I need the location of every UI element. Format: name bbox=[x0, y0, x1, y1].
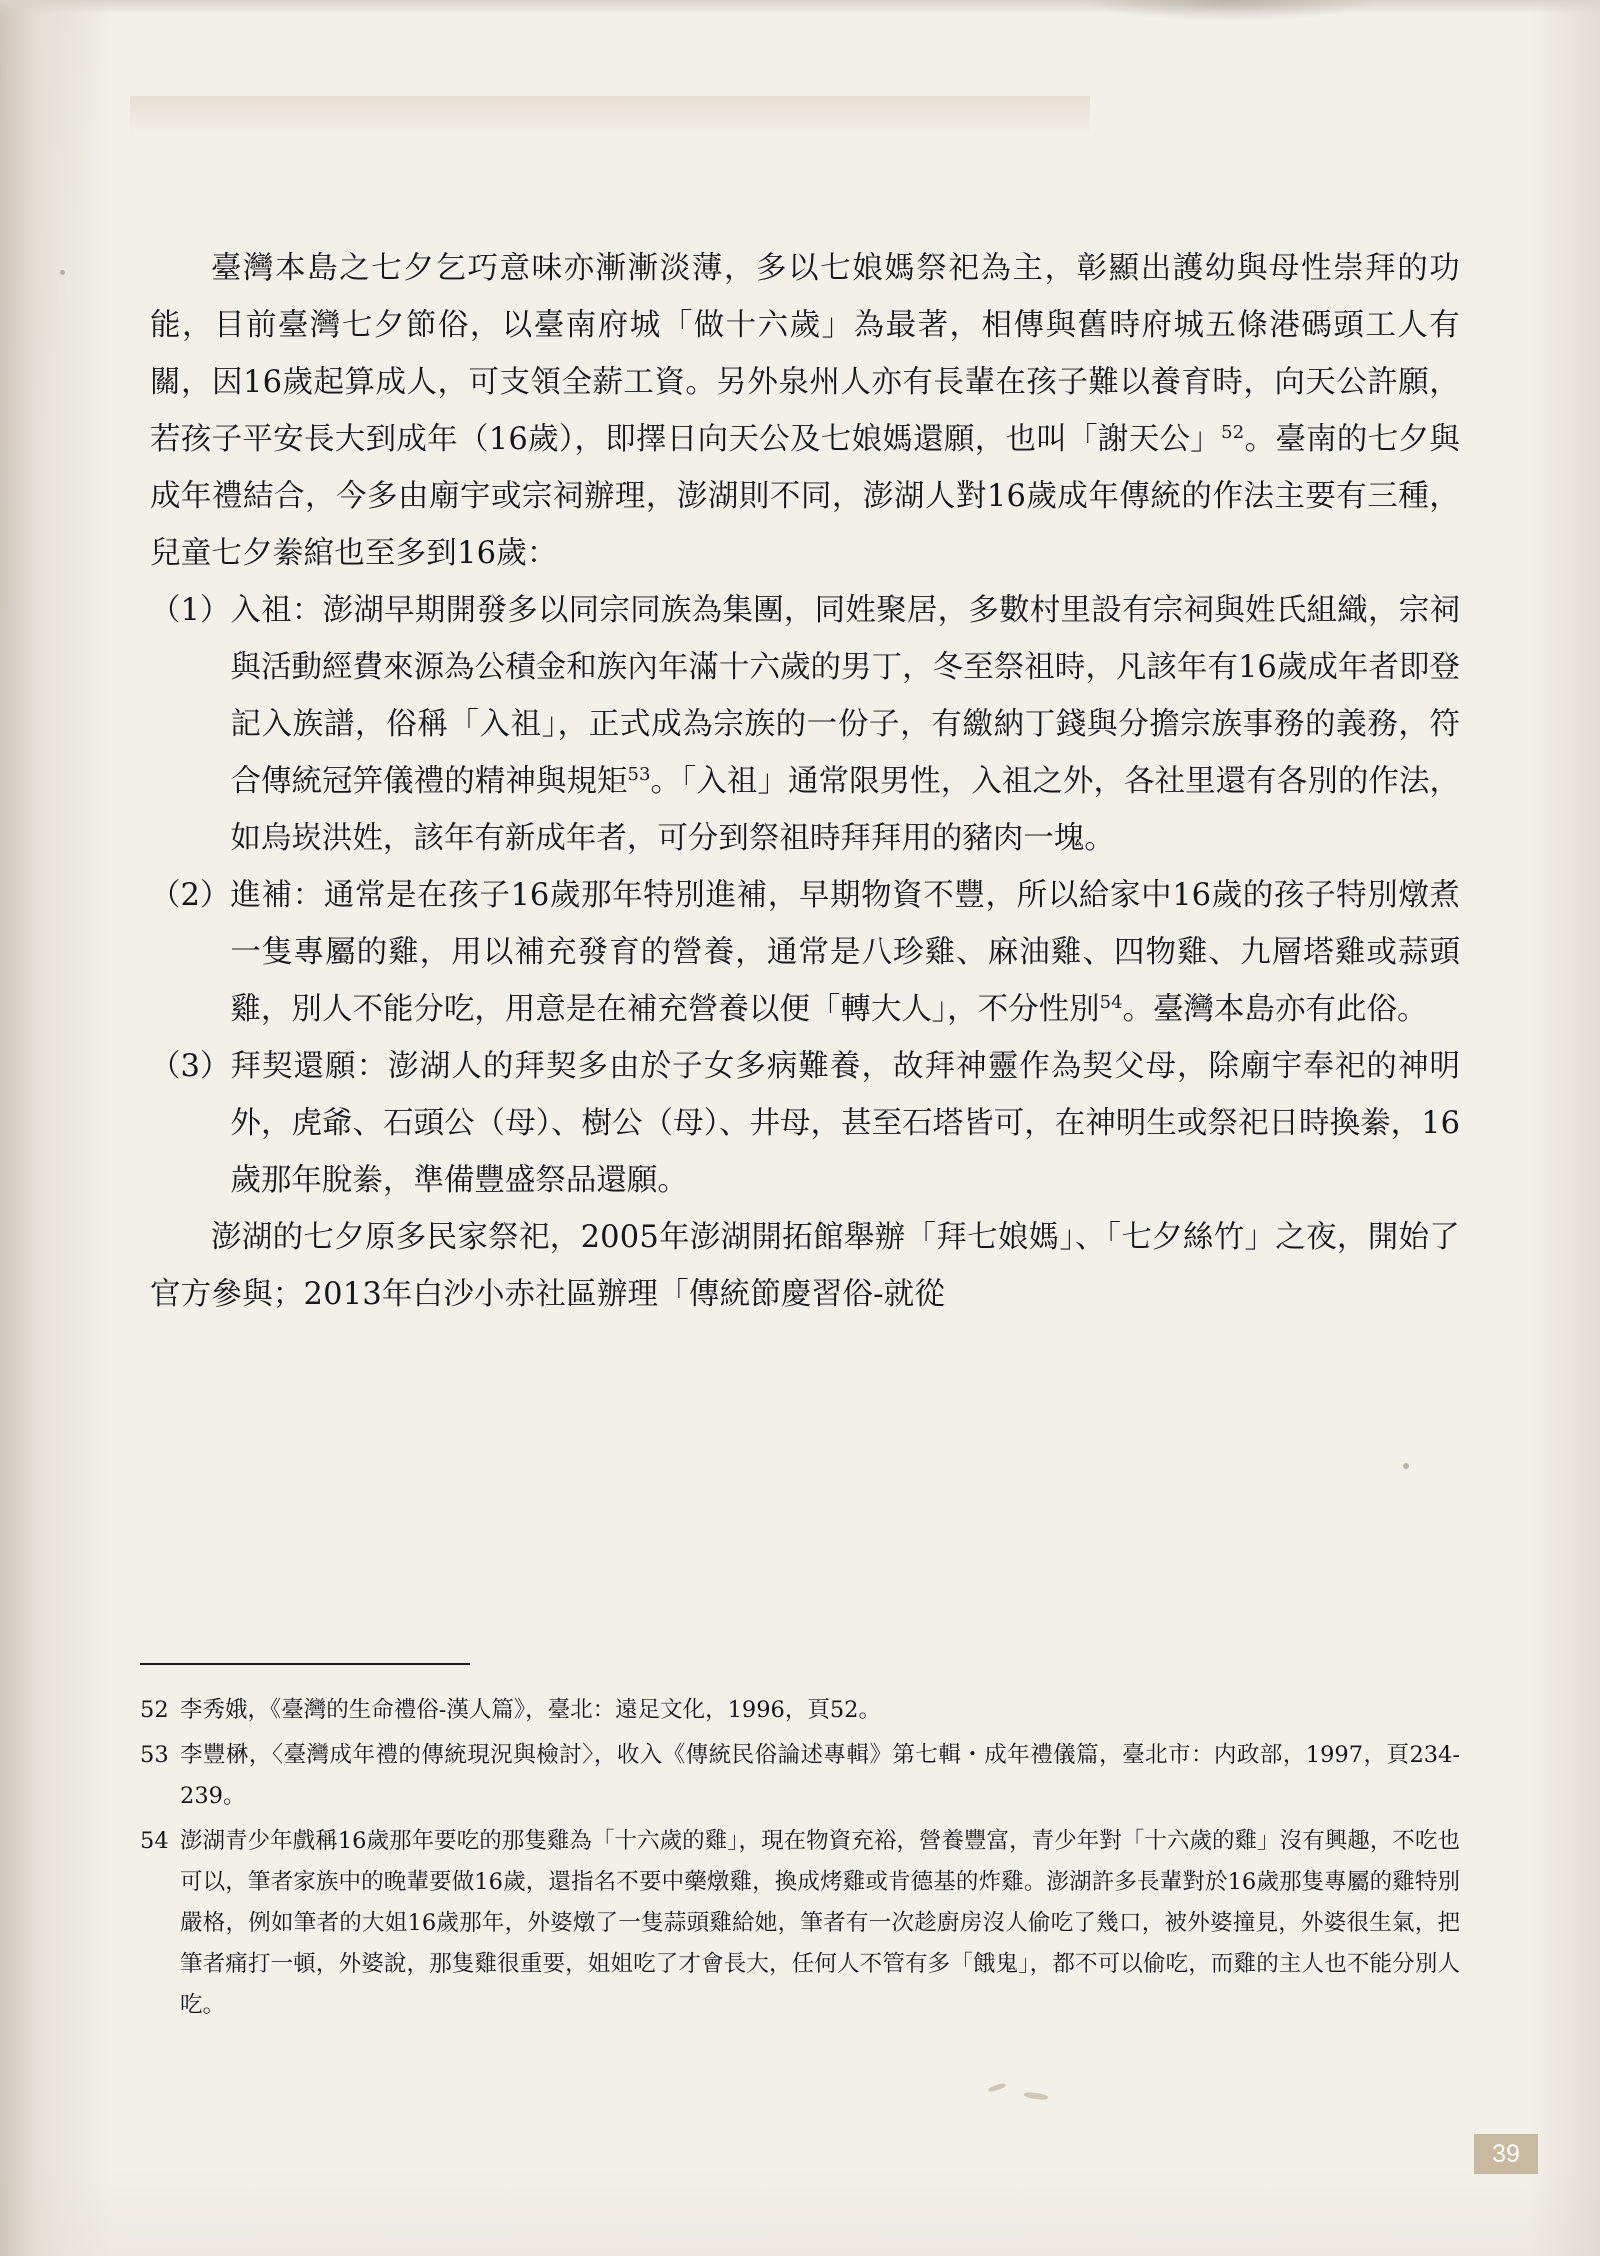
scan-speck bbox=[60, 270, 65, 275]
list-item-body bbox=[230, 867, 1460, 1038]
footnote-list bbox=[140, 1690, 1460, 2030]
list-item-marker: （1） bbox=[150, 593, 231, 628]
list-item-text-a: 進補：通常是在孩子16歲那年特別進補，早期物資不豐，所以給家中16歲的孩子特別燉煮一隻專屬的雞，用以補充發育的營養，通常是八珍雞、麻油雞、四物雞、九層塔雞或蒜頭雞，別人不能分吃，用意是在補充營養以便「轉大人」，不分性別 bbox=[230, 878, 1460, 1027]
list-item bbox=[150, 1038, 1460, 1209]
scan-speck bbox=[988, 2082, 1007, 2092]
footnote-number: 53 bbox=[140, 1742, 169, 1768]
scan-speck bbox=[1024, 2091, 1049, 2100]
paragraph-closing: 澎湖的七夕原多民家祭祀，2005年澎湖開拓館舉辦「拜七娘媽」、「七夕絲竹」之夜，開始了官方參與；2013年白沙小赤社區辦理「傳統節慶習俗-就從 bbox=[150, 1220, 1460, 1312]
footnote-divider bbox=[140, 1663, 470, 1665]
list-item bbox=[150, 582, 1460, 867]
list-item-marker: （3） bbox=[150, 1049, 231, 1084]
footnote-entry bbox=[140, 1821, 1460, 2026]
footnote-ref-54[interactable]: 54 bbox=[1099, 991, 1123, 1013]
list-item-marker: （2） bbox=[150, 878, 231, 913]
list-item-text-b: 。「入祖」通常限男性，入祖之外，各社里還有各別的作法，如烏崁洪姓，該年有新成年者，可分到祭祖時拜拜用的豬肉一塊。 bbox=[230, 764, 1461, 856]
scan-edge-right bbox=[1530, 0, 1600, 2256]
page-number: 39 bbox=[1474, 2134, 1538, 2174]
list-item-body bbox=[230, 1038, 1460, 1209]
scan-smudge-header bbox=[130, 96, 1090, 136]
paragraph-intro-text-cont: 。臺南的七夕與成年禮結合，今多由廟宇或宗祠辦理，澎湖則不同，澎湖人對16歲成年傳統的作法主要有三種，兒童七夕絭綰也至多到16歲： bbox=[150, 422, 1460, 571]
footnote-text: 李秀娥，《臺灣的生命禮俗-漢人篇》，臺北：遠足文化，1996，頁52。 bbox=[180, 1697, 881, 1723]
list-item-text-a: 入祖：澎湖早期開發多以同宗同族為集團，同姓聚居，多數村里設有宗祠與姓氏組織，宗祠與活動經費來源為公積金和族內年滿十六歲的男丁，冬至祭祖時，凡該年有16歲成年者即登記入族譜，俗稱「入祖」，正式成為宗族的一份子，有繳納丁錢與分擔宗族事務的義務，符合傳統冠笄儀禮的精神與規矩 bbox=[230, 593, 1460, 799]
footnote-text: 澎湖青少年戲稱16歲那年要吃的那隻雞為「十六歲的雞」，現在物資充裕，營養豐富，青少年對「十六歲的雞」沒有興趣，不吃也可以，筆者家族中的晚輩要做16歲，還指名不要中藥燉雞，換成烤雞或肯德基的炸雞。澎湖許多長輩對於16歲那隻專屬的雞特別嚴格，例如筆者的大姐16歲那年，外婆燉了一隻蒜頭雞給她，筆者有一次趁廚房沒人偷吃了幾口，被外婆撞見，外婆很生氣，把筆者痛打一頓，外婆說，那隻雞很重要，姐姐吃了才會長大，任何人不管有多「餓鬼」，都不可以偷吃，而雞的主人也不能分別人吃。 bbox=[180, 1828, 1460, 2018]
scan-smudge-top bbox=[1080, 0, 1380, 22]
footnote-ref-53[interactable]: 53 bbox=[627, 763, 651, 785]
paragraph-intro-text: 臺灣本島之七夕乞巧意味亦漸漸淡薄，多以七娘媽祭祀為主，彰顯出護幼與母性崇拜的功能，目前臺灣七夕節俗，以臺南府城「做十六歲」為最著，相傳與舊時府城五條港碼頭工人有關，因16歲起算成人，可支領全薪工資。另外泉州人亦有長輩在孩子難以養育時，向天公許願，若孩子平安長大到成年（16歲），即擇日向天公及七娘媽還願，也叫「謝天公」 bbox=[150, 251, 1460, 457]
footnote-entry bbox=[140, 1690, 1460, 1731]
list-item-text-a: 拜契還願：澎湖人的拜契多由於子女多病難養，故拜神靈作為契父母，除廟宇奉祀的神明外，虎爺、石頭公（母）、樹公（母）、井母，甚至石塔皆可，在神明生或祭祀日時換絭，16歲那年脫絭，準備豐盛祭品還願。 bbox=[230, 1049, 1460, 1198]
footnote-number: 52 bbox=[140, 1697, 169, 1723]
list-item bbox=[150, 867, 1460, 1038]
footnote-text: 李豐楙，〈臺灣成年禮的傳統現況與檢討〉，收入《傳統民俗論述專輯》第七輯・成年禮儀篇，臺北市：内政部，1997，頁234-239。 bbox=[180, 1742, 1460, 1809]
scan-edge-left bbox=[0, 0, 110, 2256]
scan-speck bbox=[1403, 1463, 1409, 1469]
body-text bbox=[150, 240, 1460, 1323]
footnote-entry bbox=[140, 1735, 1460, 1817]
list-item-text-b: 。臺灣本島亦有此俗。 bbox=[1122, 992, 1428, 1027]
footnote-number: 54 bbox=[140, 1828, 169, 1854]
footnote-ref-52[interactable]: 52 bbox=[1221, 421, 1245, 443]
paragraph-intro bbox=[150, 240, 1460, 582]
list-item-body bbox=[230, 582, 1460, 867]
